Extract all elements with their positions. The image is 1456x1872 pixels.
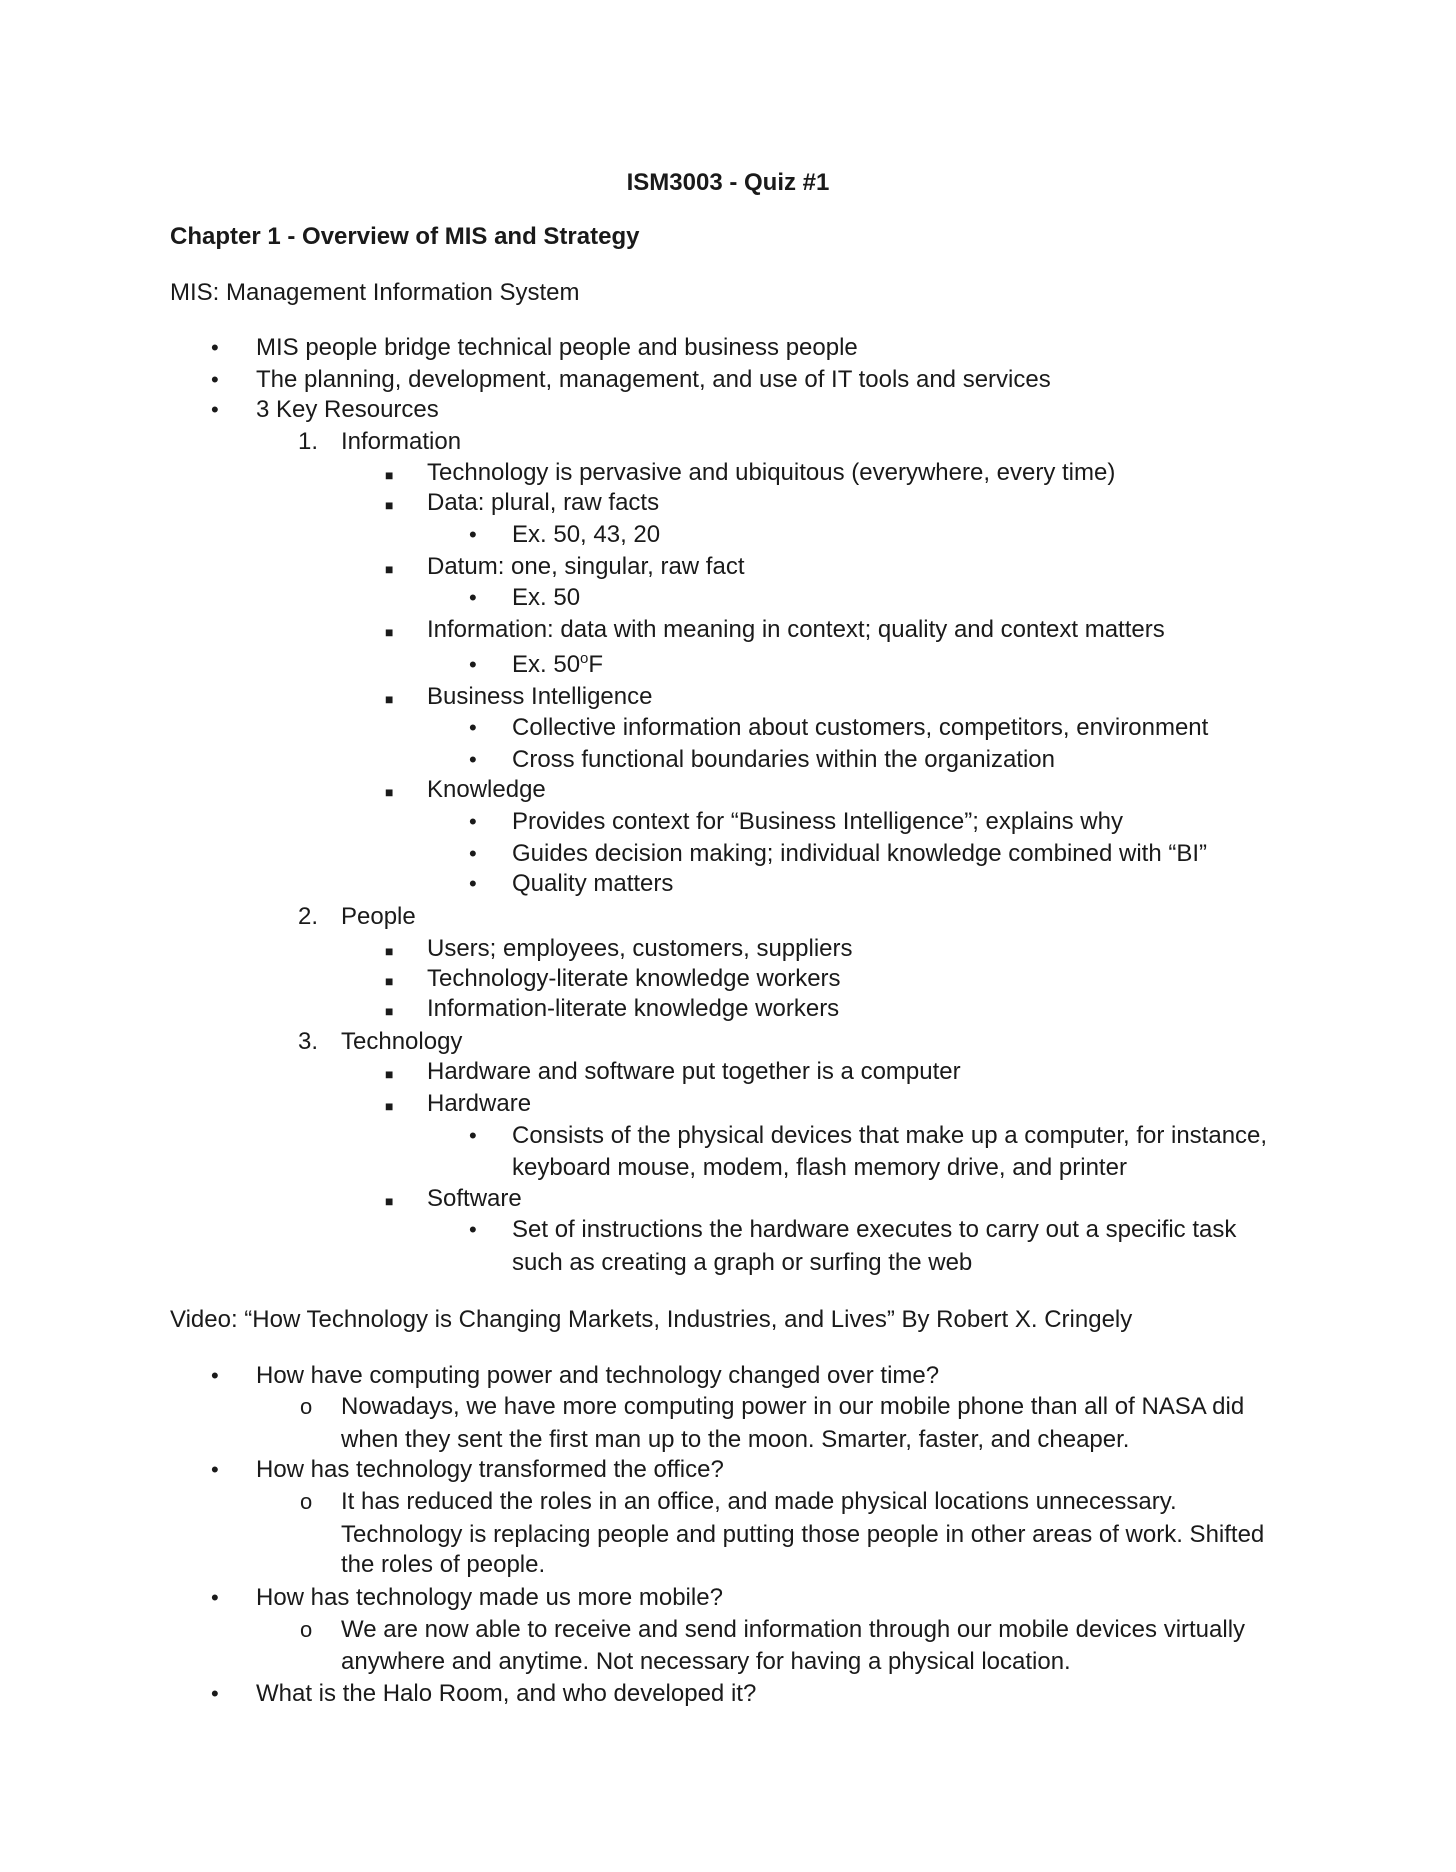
answer: Nowadays, we have more computing power in our mobile phone than all of NASA did (341, 1393, 1245, 1420)
chapter-heading: Chapter 1 - Overview of MIS and Strategy (170, 223, 640, 250)
answer-continuation: Technology is replacing people and putting those people in other areas of work. Shifted (341, 1521, 1265, 1548)
list-item-continuation: such as creating a graph or surfing the web (512, 1249, 973, 1276)
list-item: Data: plural, raw facts (427, 489, 660, 516)
list-item: Users; employees, customers, suppliers (427, 935, 853, 962)
list-item: Collective information about customers, competitors, environment (512, 714, 1209, 741)
list-item: Software (427, 1185, 522, 1212)
list-number: 1. (298, 428, 319, 455)
list-item: Guides decision making; individual knowledge combined with “BI” (512, 840, 1208, 867)
question: How has technology made us more mobile? (256, 1584, 723, 1611)
list-item: Technology-literate knowledge workers (427, 965, 841, 992)
answer: We are now able to receive and send information through our mobile devices virtually (341, 1616, 1246, 1643)
list-item: Information: data with meaning in context; quality and context matters (427, 616, 1165, 643)
question: How has technology transformed the office? (256, 1456, 724, 1483)
list-item: Datum: one, singular, raw fact (427, 553, 745, 580)
resource-heading: Technology (341, 1028, 463, 1055)
document-page: ISM3003 - Quiz #1 Chapter 1 - Overview of MIS and Strategy MIS: Management Information System • MIS people bridge technical people and business people • The planning, development, management, and use of IT tools and services • 3 Key Resources 1. Information ■ Technology is pervasive and ubiquitous (everywhere, every time) ■ Data: plural, raw facts • Ex. 50, 43, 20 ■ Datum: one, singular, raw fact • Ex. 50 ■ Information: data with meaning in context; quality and context matters • Ex. 50$^o$F ■ Business Intelligence • Collective information about customers, competitors, environment • Cross functional boundaries within the organization ■ Knowledge • Provides context for “Business Intelligence”; explains why • Guides decision making; individual knowledge combined with “BI” • Quality matters 2. People ■ Users; employees, customers, suppliers ■ Technology-literate knowledge workers ■ Information-literate knowledge workers 3. Technology ■ Hardware and software put together is a computer ■ Hardware • Consists of the physical devices that make up a computer, for instance, keyboard mouse, modem, flash memory drive, and printer ■ Software • Set of instructions the hardware executes to carry out a specific task such as creating a graph or surfing the web Video: “How Technology is Changing Markets, Industries, and Lives” By Robert X. Cringely • How have computing power and technology changed over time? o Nowadays, we have more computing power in our mobile phone than all of NASA did when they sent the first man up to the moon. Smarter, faster, and cheaper. • How has technology transformed the office? o It has reduced the roles in an office, and made physical locations unnecessary. Technology is replacing people and putting those people in other areas of work. Shifted the roles of people. • How has technology made us more mobile? o We are now able to receive and send information through our mobile devices virtually anywhere and anytime. Not necessary for having a physical location. • What is the Halo Room, and who developed it? (0, 0, 1456, 1872)
list-item: Hardware (427, 1090, 532, 1117)
list-item: Ex. 50 (512, 584, 581, 611)
list-item: Ex. 50, 43, 20 (512, 521, 661, 548)
answer-continuation: the roles of people. (341, 1551, 546, 1578)
list-item: 3 Key Resources (256, 396, 439, 423)
video-reference: Video: “How Technology is Changing Markets, Industries, and Lives” By Robert X. Cringely (170, 1306, 1133, 1333)
question: How have computing power and technology changed over time? (256, 1362, 940, 1389)
list-item-continuation: keyboard mouse, modem, flash memory drive, and printer (512, 1154, 1127, 1181)
list-item: Business Intelligence (427, 683, 653, 710)
list-item: Consists of the physical devices that make up a computer, for instance, (512, 1122, 1268, 1149)
list-item: Knowledge (427, 776, 546, 803)
list-item: The planning, development, management, and use of IT tools and services (256, 366, 1051, 393)
answer-continuation: when they sent the first man up to the moon. Smarter, faster, and cheaper. (341, 1426, 1130, 1453)
list-number: 2. (298, 903, 319, 930)
list-item: Ex. 50$^o$F (512, 650, 604, 678)
question: What is the Halo Room, and who developed it? (256, 1680, 757, 1707)
answer: It has reduced the roles in an office, and made physical locations unnecessary. (341, 1488, 1177, 1515)
resource-heading: Information (341, 428, 462, 455)
resource-heading: People (341, 903, 416, 930)
list-item: Information-literate knowledge workers (427, 995, 840, 1022)
page-title: ISM3003 - Quiz #1 (626, 169, 830, 196)
list-item: Set of instructions the hardware executes to carry out a specific task (512, 1216, 1237, 1243)
list-number: 3. (298, 1028, 319, 1055)
list-item: MIS people bridge technical people and business people (256, 334, 858, 361)
list-item: Quality matters (512, 870, 674, 897)
list-item: Cross functional boundaries within the organization (512, 746, 1055, 773)
list-item: Hardware and software put together is a computer (427, 1058, 961, 1085)
list-item: Provides context for “Business Intelligence”; explains why (512, 808, 1123, 835)
mis-definition: MIS: Management Information System (170, 279, 580, 306)
list-item: Technology is pervasive and ubiquitous (everywhere, every time) (427, 459, 1116, 486)
answer-continuation: anywhere and anytime. Not necessary for having a physical location. (341, 1648, 1071, 1675)
